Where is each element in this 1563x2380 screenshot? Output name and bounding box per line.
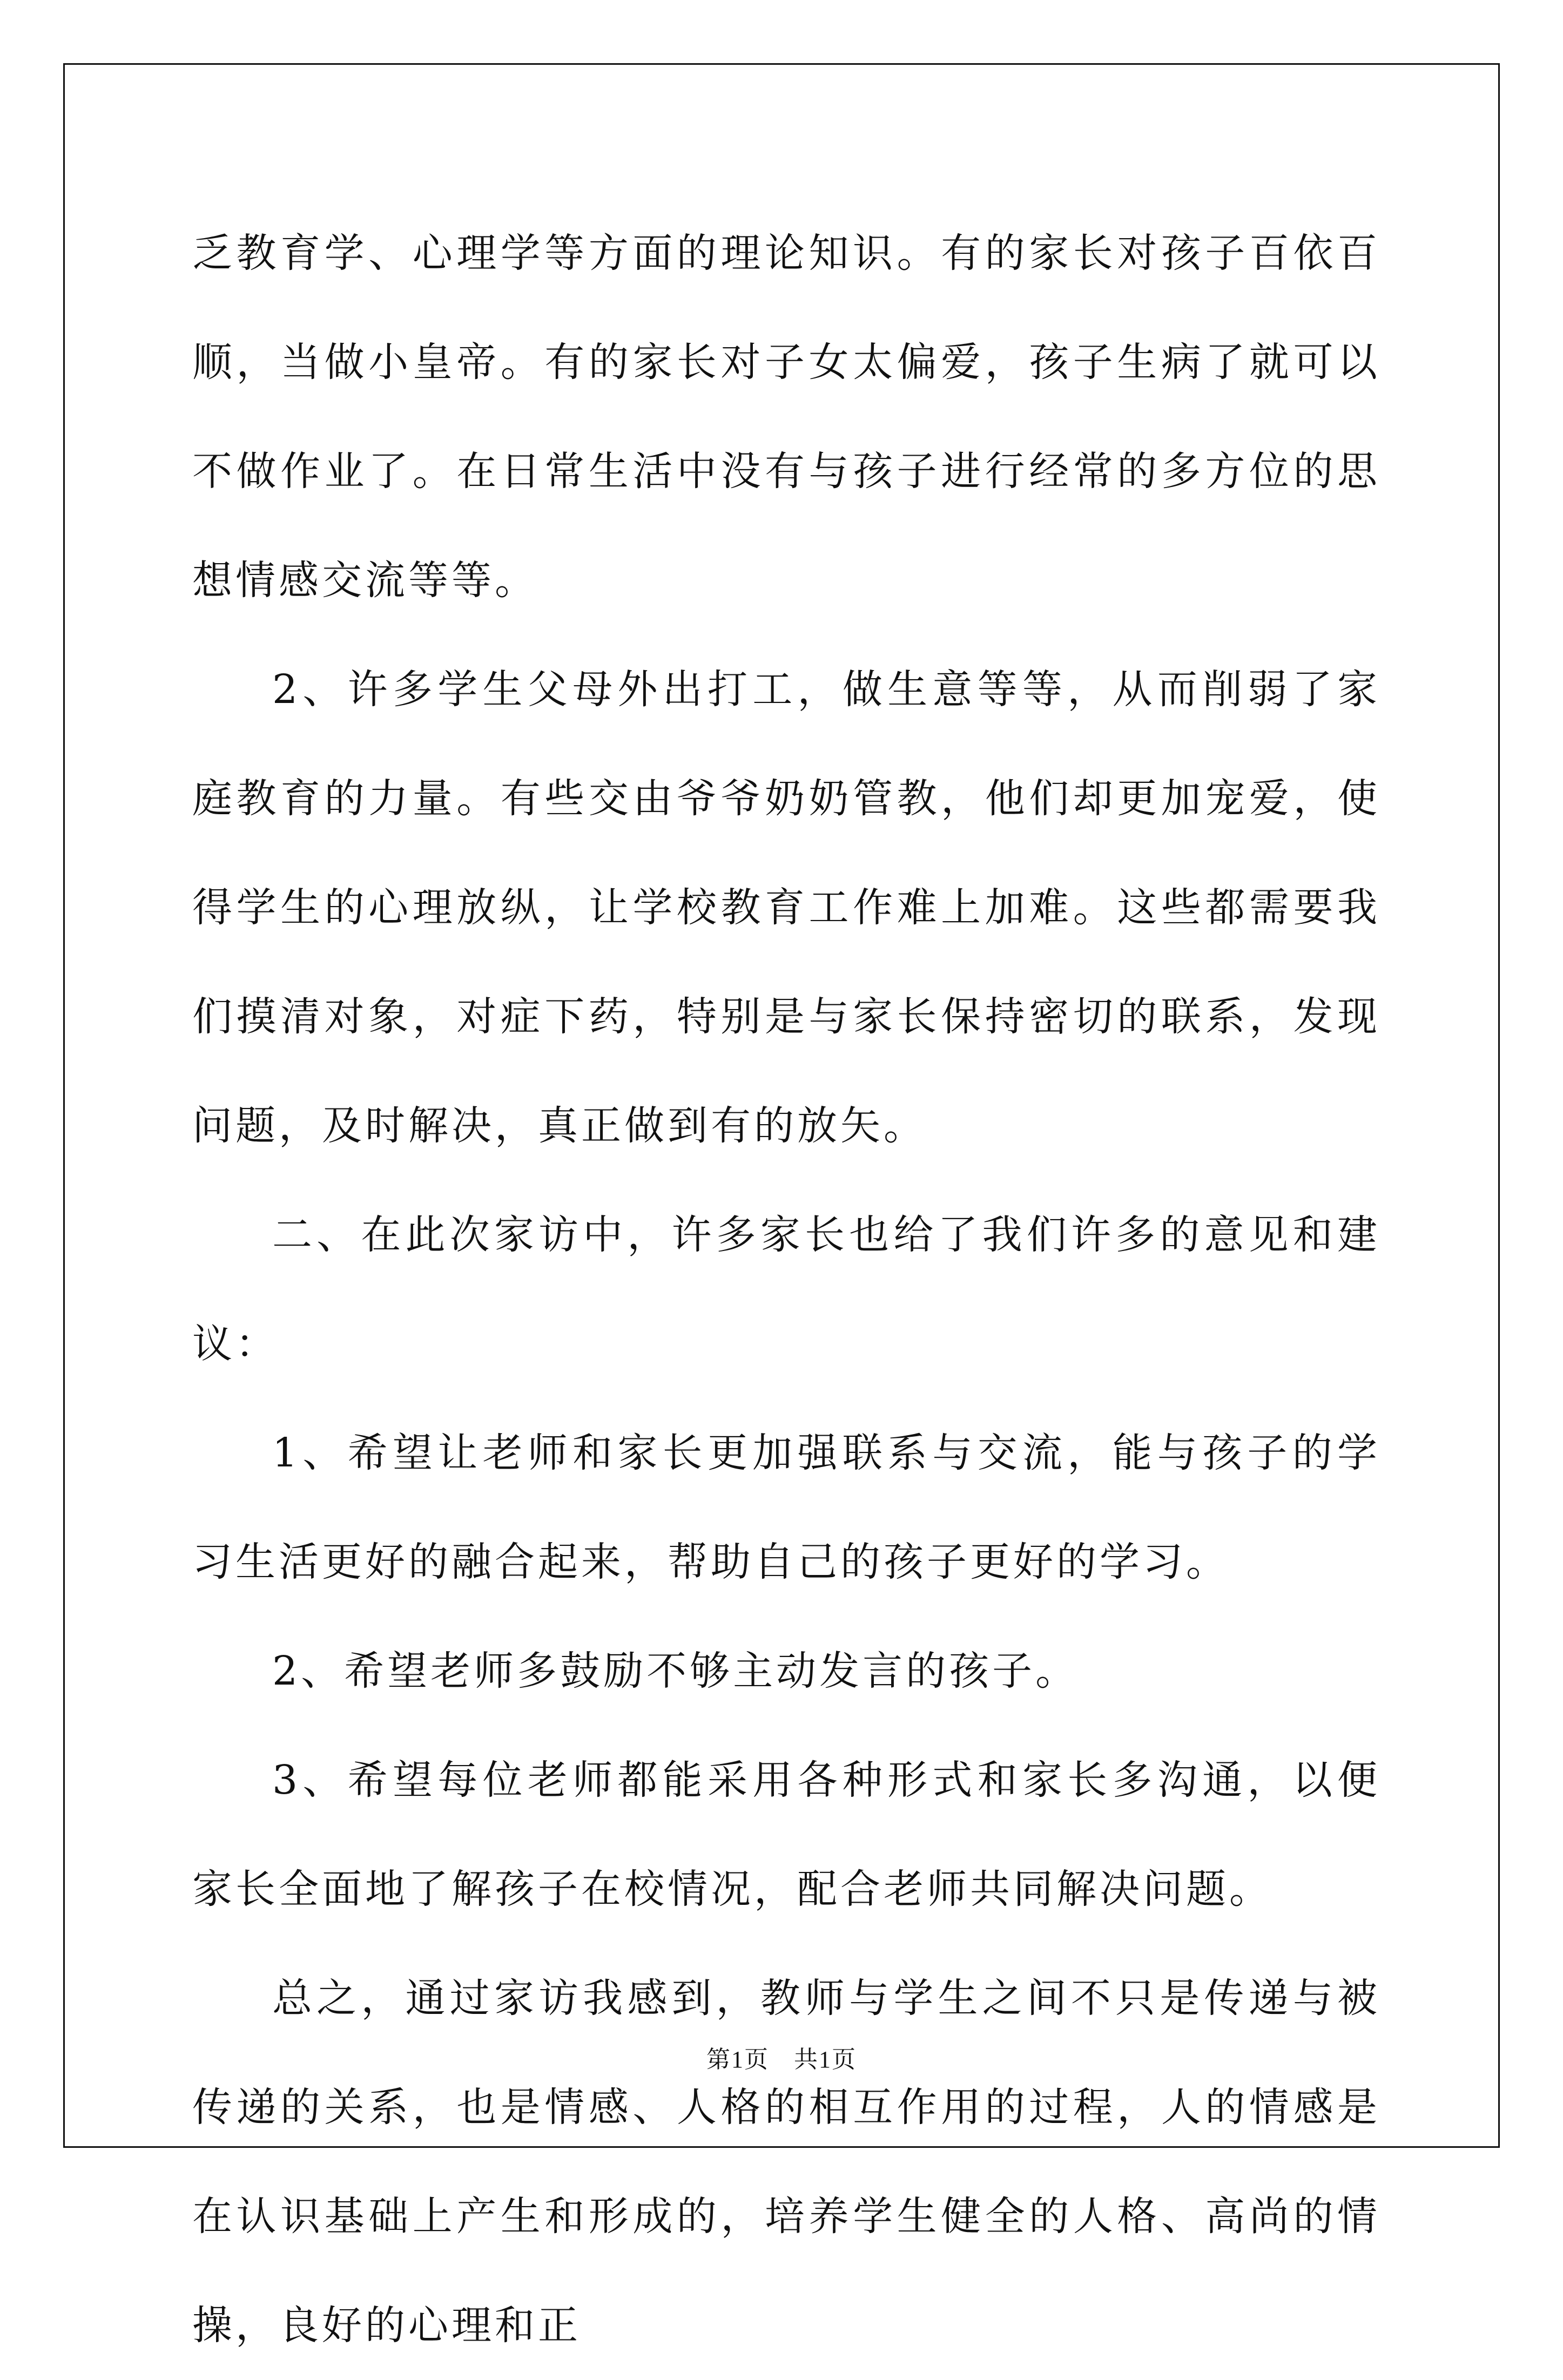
paragraph-6: 3、希望每位老师都能采用各种形式和家长多沟通，以便家长全面地了解孩子在校情况，配合老师共同解决问题。	[192, 1757, 1380, 1912]
paragraph-7: 总之，通过家访我感到，教师与学生之间不只是传递与被传递的关系，也是情感、人格的相互作用的过程，人的情感是在认识基础上产生和形成的，培养学生健全的人格、高尚的情操，良好的心理和正	[192, 1975, 1380, 2349]
paragraph-1: 乏教育学、心理学等方面的理论知识。有的家长对孩子百依百顺，当做小皇帝。有的家长对子女太偏爱，孩子生病了就可以不做作业了。在日常生活中没有与孩子进行经常的多方位的思想情感交流等等。	[192, 230, 1380, 604]
paragraph-4: 1、希望让老师和家长更加强联系与交流，能与孩子的学习生活更好的融合起来，帮助自己的孩子更好的学习。	[192, 1430, 1380, 1585]
paragraph-3: 二、在此次家访中，许多家长也给了我们许多的意见和建议：	[192, 1212, 1380, 1367]
paragraph-5: 2、希望老师多鼓励不够主动发言的孩子。	[272, 1648, 1079, 1694]
page-number-footer: 第1页 共1页	[706, 2046, 857, 2073]
paragraph-2: 2、许多学生父母外出打工，做生意等等，从而削弱了家庭教育的力量。有些交由爷爷奶奶管教，他们却更加宠爱，使得学生的心理放纵，让学校教育工作难上加难。这些都需要我们摸清对象，对症下药，特别是与家长保持密切的联系，发现问题，及时解决，真正做到有的放矢。	[192, 666, 1380, 1149]
